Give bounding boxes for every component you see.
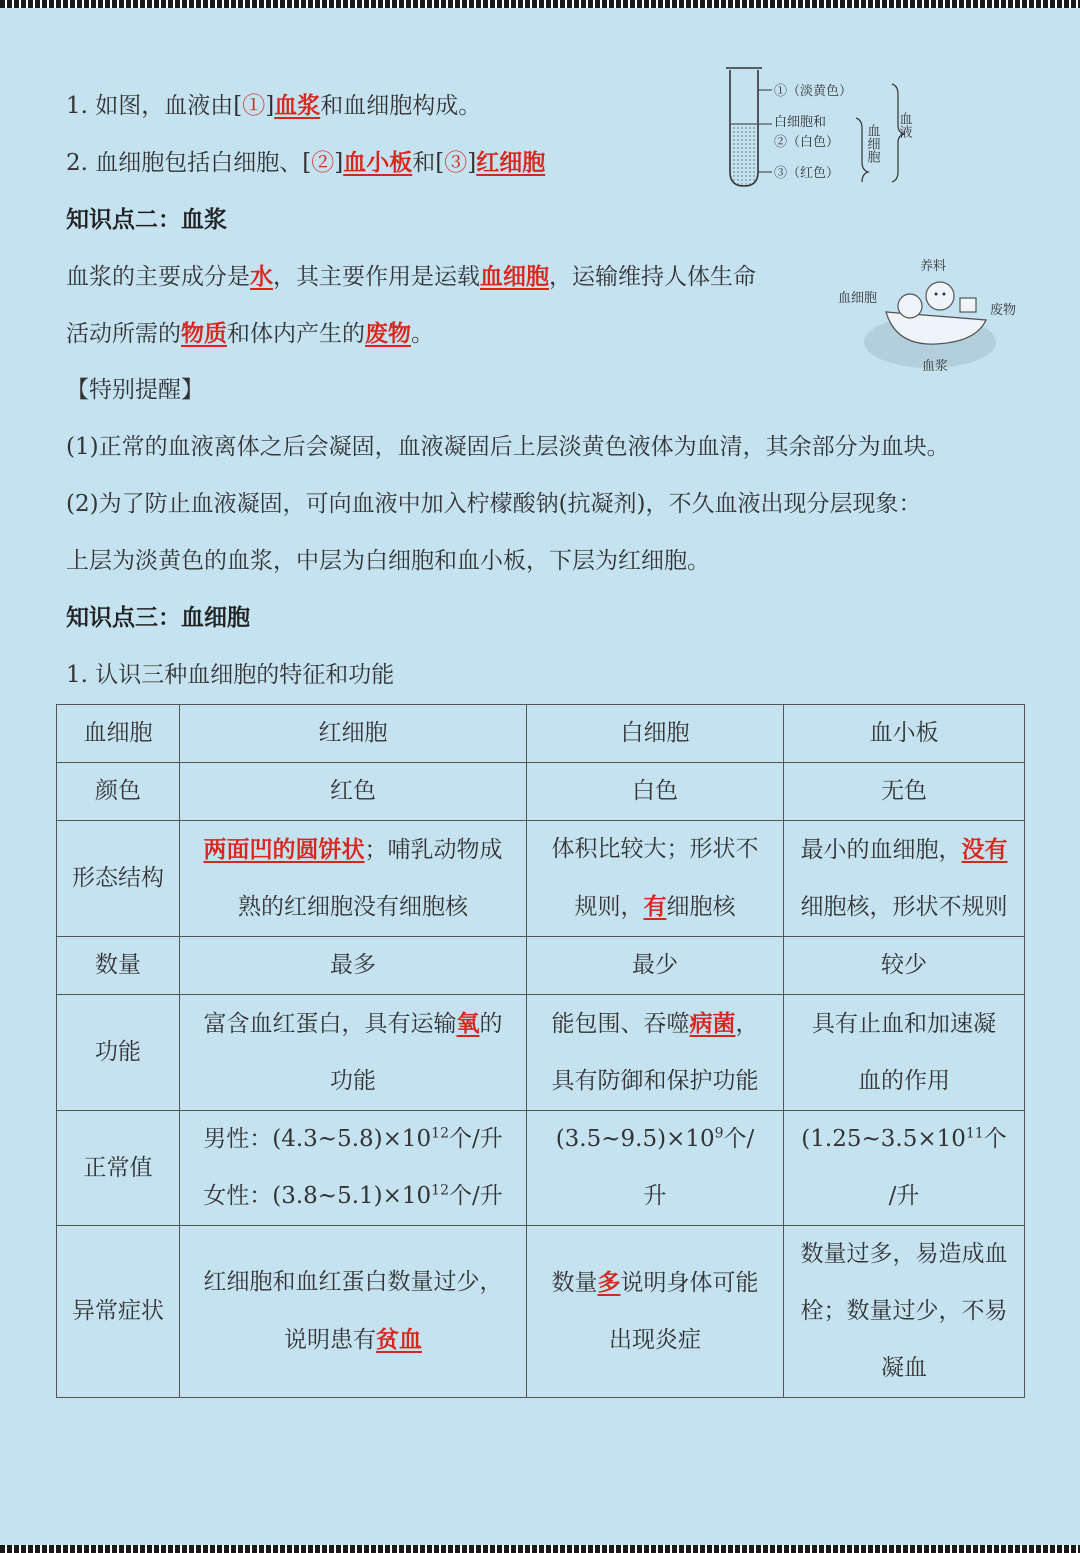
answer-no-nucleus: 没有 bbox=[961, 836, 1008, 863]
table-cell: 数量多说明身体可能 出现炎症 bbox=[527, 1226, 784, 1398]
blood-cell-table bbox=[56, 704, 1025, 1398]
row-label: 功能 bbox=[57, 995, 180, 1111]
table-cell: 无色 bbox=[784, 763, 1025, 821]
tube-blood-label: 血液 bbox=[896, 112, 912, 138]
table-cell: 能包围、吞噬病菌， 具有防御和保护功能 bbox=[527, 995, 784, 1111]
intro-line-2: 2. 血细胞包括白细胞、[②]血小板和[③]红细胞 bbox=[66, 149, 546, 176]
table-cell: 体积比较大；形状不 规则，有细胞核 bbox=[527, 821, 784, 937]
intro-line-1: 1. 如图，血液由[①]血浆和血细胞构成。 bbox=[66, 92, 482, 119]
marker-2: ② bbox=[311, 150, 335, 176]
reminder-title: 【特别提醒】 bbox=[66, 377, 204, 403]
row-label: 正常值 bbox=[57, 1111, 180, 1226]
reminder-line-2: (2)为了防止血液凝固，可向血液中加入柠檬酸钠(抗凝剂)，不久血液出现分层现象： bbox=[66, 491, 922, 517]
table-row bbox=[57, 1111, 1025, 1226]
tube-label-3: ③（红色） bbox=[774, 166, 840, 181]
table-row bbox=[57, 995, 1025, 1111]
table-cell: ($1.25\sim 3.5\times 10^{11}$个 /升 bbox=[784, 1111, 1025, 1226]
table-cell: $(3.5\sim 9.5)\times 10^9$个/ 升 bbox=[527, 1111, 784, 1226]
table-row bbox=[57, 763, 1025, 821]
answer-germs: 病菌 bbox=[689, 1010, 736, 1037]
test-tube-figure bbox=[720, 62, 930, 192]
answer-waste: 废物 bbox=[365, 320, 411, 347]
row-label: 形态结构 bbox=[57, 821, 180, 937]
section2-para-2: 活动所需的物质和体内产生的废物。 bbox=[66, 320, 434, 347]
answer-has-nucleus: 有 bbox=[643, 893, 667, 920]
table-cell: 红细胞和血红蛋白数量过少， 说明患有贫血 bbox=[180, 1226, 527, 1398]
marker-1: ① bbox=[242, 93, 266, 119]
section2-title: 知识点二：血浆 bbox=[66, 206, 227, 233]
table-cell: 较少 bbox=[784, 937, 1025, 995]
table-cell: 男性：$(4.3\sim 5.8)\times 10^{12}$个/升 女性：$(3.8\sim 5.1)\times 10^{12}$个/升 bbox=[180, 1111, 527, 1226]
table-cell: 两面凹的圆饼状；哺乳动物成 熟的红细胞没有细胞核 bbox=[180, 821, 527, 937]
answer-substance: 物质 bbox=[181, 320, 227, 347]
answer-oxygen: 氧 bbox=[456, 1010, 480, 1037]
answer-plasma: 血浆 bbox=[274, 92, 321, 119]
answer-many: 多 bbox=[597, 1269, 621, 1296]
boat-nutrients-label: 养料 bbox=[920, 259, 947, 274]
table-cell: 白色 bbox=[527, 763, 784, 821]
section3-subtitle: 1. 认识三种血细胞的特征和功能 bbox=[66, 662, 395, 688]
tube-label-1: ①（淡黄色） bbox=[774, 84, 853, 99]
table-cell: 最少 bbox=[527, 937, 784, 995]
boat-waste-label: 废物 bbox=[990, 303, 1017, 318]
plasma-boat-figure bbox=[836, 250, 1028, 378]
answer-red-cell: 红细胞 bbox=[476, 149, 546, 176]
table-row bbox=[57, 937, 1025, 995]
boat-plasma-label: 血浆 bbox=[922, 359, 949, 374]
table-row bbox=[57, 821, 1025, 937]
answer-blood-cells: 血细胞 bbox=[480, 263, 549, 290]
table-row bbox=[57, 705, 1025, 763]
table-row bbox=[57, 1226, 1025, 1398]
answer-water: 水 bbox=[250, 263, 273, 290]
row-label: 颜色 bbox=[57, 763, 180, 821]
reminder-line-1: (1)正常的血液离体之后会凝固，血液凝固后上层淡黄色液体为血清，其余部分为血块。 bbox=[66, 434, 950, 460]
tube-cells-label: 血细胞 bbox=[864, 124, 880, 163]
section2-para-1: 血浆的主要成分是水，其主要作用是运载血细胞，运输维持人体生命 bbox=[66, 263, 756, 290]
answer-biconcave: 两面凹的圆饼状 bbox=[203, 836, 365, 863]
table-header-cell: 血小板 bbox=[784, 705, 1025, 763]
table-cell: 数量过多，易造成血 栓；数量过少，不易 凝血 bbox=[784, 1226, 1025, 1398]
boat-blood-cell-label: 血细胞 bbox=[838, 291, 878, 306]
table-cell: 具有止血和加速凝 血的作用 bbox=[784, 995, 1025, 1111]
table-header-cell: 白细胞 bbox=[527, 705, 784, 763]
bottom-border bbox=[0, 1545, 1080, 1553]
reminder-line-3: 上层为淡黄色的血浆，中层为白细胞和血小板，下层为红细胞。 bbox=[66, 548, 710, 574]
top-border bbox=[0, 0, 1080, 8]
table-cell: 富含血红蛋白，具有运输氧的 功能 bbox=[180, 995, 527, 1111]
answer-anemia: 贫血 bbox=[376, 1326, 422, 1353]
row-label: 数量 bbox=[57, 937, 180, 995]
answer-platelet: 血小板 bbox=[343, 149, 413, 176]
row-label: 异常症状 bbox=[57, 1226, 180, 1398]
marker-3: ③ bbox=[444, 150, 468, 176]
table-cell: 红色 bbox=[180, 763, 527, 821]
table-cell: 最小的血细胞，没有 细胞核，形状不规则 bbox=[784, 821, 1025, 937]
table-header-cell: 红细胞 bbox=[180, 705, 527, 763]
table-header-cell: 血细胞 bbox=[57, 705, 180, 763]
tube-label-2a: 白细胞和 bbox=[774, 115, 827, 130]
tube-label-2b: ②（白色） bbox=[774, 135, 840, 150]
table-cell: 最多 bbox=[180, 937, 527, 995]
section3-title: 知识点三：血细胞 bbox=[66, 604, 250, 631]
